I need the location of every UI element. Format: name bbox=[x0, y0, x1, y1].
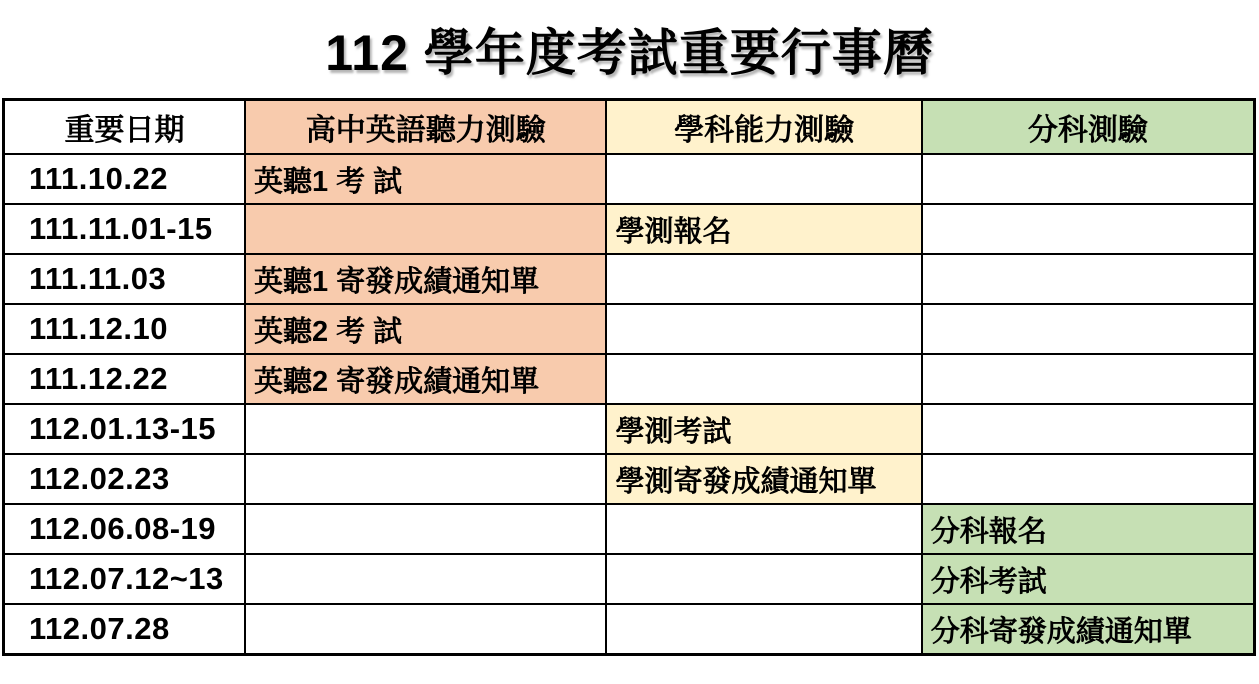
date-cell: 112.02.23 bbox=[4, 454, 245, 504]
table-row bbox=[4, 154, 1255, 204]
event-cell-listening bbox=[245, 404, 607, 454]
event-cell-ast bbox=[922, 204, 1255, 254]
header-row bbox=[4, 100, 1255, 155]
page-title: 112 學年度考試重要行事曆 bbox=[325, 25, 934, 81]
table-row bbox=[4, 504, 1255, 554]
column-header-gsat: 學科能力測驗 bbox=[606, 100, 921, 155]
event-cell-gsat: 學測寄發成績通知單 bbox=[606, 454, 921, 504]
table-row bbox=[4, 404, 1255, 454]
event-cell-listening: 英聽2 寄發成績通知單 bbox=[245, 354, 607, 404]
event-cell-ast bbox=[922, 254, 1255, 304]
table-row bbox=[4, 454, 1255, 504]
event-cell-ast: 分科寄發成績通知單 bbox=[922, 604, 1255, 655]
event-cell-listening bbox=[245, 554, 607, 604]
column-header-ast: 分科測驗 bbox=[922, 100, 1255, 155]
table-row bbox=[4, 554, 1255, 604]
event-cell-ast: 分科考試 bbox=[922, 554, 1255, 604]
date-cell: 111.12.22 bbox=[4, 354, 245, 404]
date-cell: 112.01.13-15 bbox=[4, 404, 245, 454]
event-cell-gsat bbox=[606, 254, 921, 304]
event-cell-gsat: 學測考試 bbox=[606, 404, 921, 454]
date-cell: 112.07.12~13 bbox=[4, 554, 245, 604]
event-cell-gsat bbox=[606, 304, 921, 354]
event-cell-ast bbox=[922, 454, 1255, 504]
date-cell: 112.07.28 bbox=[4, 604, 245, 655]
event-cell-gsat bbox=[606, 354, 921, 404]
table-row bbox=[4, 204, 1255, 254]
event-cell-gsat bbox=[606, 604, 921, 655]
event-cell-listening bbox=[245, 204, 607, 254]
event-cell-ast: 分科報名 bbox=[922, 504, 1255, 554]
column-header-date: 重要日期 bbox=[4, 100, 245, 155]
event-cell-listening: 英聽1 考 試 bbox=[245, 154, 607, 204]
event-cell-ast bbox=[922, 154, 1255, 204]
event-cell-ast bbox=[922, 304, 1255, 354]
table-row bbox=[4, 604, 1255, 655]
event-cell-ast bbox=[922, 404, 1255, 454]
exam-schedule-table bbox=[2, 98, 1256, 656]
event-cell-gsat: 學測報名 bbox=[606, 204, 921, 254]
date-cell: 111.10.22 bbox=[4, 154, 245, 204]
event-cell-ast bbox=[922, 354, 1255, 404]
date-cell: 111.11.03 bbox=[4, 254, 245, 304]
event-cell-listening bbox=[245, 504, 607, 554]
table-body bbox=[4, 154, 1255, 655]
event-cell-gsat bbox=[606, 154, 921, 204]
event-cell-listening bbox=[245, 604, 607, 655]
event-cell-gsat bbox=[606, 554, 921, 604]
table-row bbox=[4, 254, 1255, 304]
table-row bbox=[4, 354, 1255, 404]
event-cell-listening bbox=[245, 454, 607, 504]
date-cell: 112.06.08-19 bbox=[4, 504, 245, 554]
date-cell: 111.12.10 bbox=[4, 304, 245, 354]
date-cell: 111.11.01-15 bbox=[4, 204, 245, 254]
event-cell-listening: 英聽2 考 試 bbox=[245, 304, 607, 354]
event-cell-listening: 英聽1 寄發成績通知單 bbox=[245, 254, 607, 304]
table-header bbox=[4, 100, 1255, 155]
column-header-listening: 高中英語聽力測驗 bbox=[245, 100, 607, 155]
event-cell-gsat bbox=[606, 504, 921, 554]
table-row bbox=[4, 304, 1255, 354]
